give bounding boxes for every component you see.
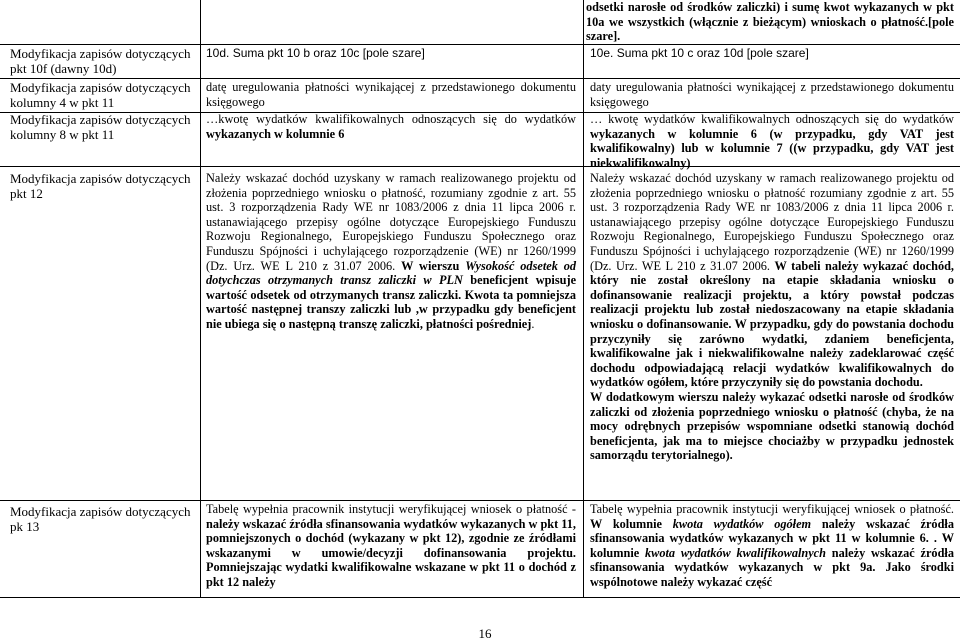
row4-left: Modyfikacja zapisów dotyczących pkt 12: [10, 171, 191, 201]
col-border-mid: [583, 0, 584, 597]
row-border-2: [0, 78, 960, 79]
row4-col3: Należy wskazać dochód uzyskany w ramach realizowanego projektu od złożenia poprzedniego wniosku o płatność rozumiany zgodnie z art. 55 ust. 3 rozporządzenia Rady WE nr 1083/2006 z dnia 11 lipca 2006 r. ustanawiającego przepisy ogólne dotyczące Europejskiego Funduszu Rozwoju Regionalnego, Europejskiego Funduszu Społecznego oraz Funduszu Spójności i uchylającego rozporządzenie (WE) nr 1260/1999 (Dz. Urz. WE L 210 z 31.07 2006. W tabeli należy wykazać dochód, który nie został określony na etapie składania wniosku o dofinansowanie realizacji projektu, a który powstał podczas realizacji projektu lub został niedoszacowany na etapie składania wniosku o dofinansowanie. W przypadku, gdy do powstania dochodu przyczyniły się zarówno wydatki, zdaniem beneficjenta, kwalifikowalne jak i niekwalifikowalne należy zadeklarować część dochodu odpowiadającą relacji wydatków kwalifikowalnych do wydatków ogółem, które przyczyniły się do powstania dochodu. W dodatkowym wierszu należy wykazać odsetki narosłe od środków zaliczki od złożenia poprzedniego wniosku o płatność (chyba, że na mocy odrębnych przepisów wspomniane odsetki stanowią dochód beneficjenta, jak ma to miejsce chociażby w przypadku jednostek samorządu terytorialnego).: [590, 171, 955, 463]
page-number: 16: [478, 626, 492, 641]
row3-col3: … kwotę wydatków kwalifikowalnych odnoszących się do wydatków wykazanych w kolumnie 6 (w przypadku, gdy VAT jest kwalifikowalny) lub w kolumnie 7 ((w przypadku, gdy VAT jest niekwalifikowalny): [590, 112, 954, 170]
row4-col2: Należy wskazać dochód uzyskany w ramach realizowanego projektu od złożenia poprzedniego wniosku o płatność, rozumiany zgodnie z art. 55 ust. 3 rozporządzenia Rady WE nr 1083/2006 z dnia 11 lipca 2006 r. ustanawiającego przepisy ogólne dotyczące Europejskiego Funduszu Rozwoju Regionalnego, Europejskiego Funduszu Społecznego oraz Funduszu Spójności i uchylającego rozporządzenie (WE) nr 1260/1999 (Dz. Urz. WE L 210 z 31.07 2006. W wierszu Wysokość odsetek od dotychczas otrzymanych transz zaliczki w PLN beneficjent wpisuje wartość odsetek od otrzymanych transz zaliczki. Kwota ta pomniejsza wartość następnej transzy zaliczki lub ,w przypadku gdy beneficjent nie ubiega się o następną transzę zaliczki, płatności pośredniej.: [206, 171, 577, 331]
carryover-text: odsetki narosłe od środków zaliczki) i sumę kwot wykazanych w pkt 10a we wszystkich (włącznie z bieżącym) wnioskach o płatność.[pole szare].: [586, 0, 954, 44]
row2-col3: daty uregulowania płatności wynikającej z przedstawionego dokumentu księgowego: [590, 80, 954, 109]
row3-left: Modyfikacja zapisów dotyczących kolumny 8 w pkt 11: [10, 112, 191, 142]
row-border-5: [0, 500, 960, 501]
table-top-border: [200, 44, 960, 45]
row2-col2: datę uregulowania płatności wynikającej z przedstawionego dokumentu księgowego: [206, 80, 576, 109]
top-right-carryover: [586, 0, 954, 44]
row1-left: Modyfikacja zapisów dotyczących pkt 10f (dawny 10d): [10, 46, 191, 76]
row3-col2: …kwotę wydatków kwalifikowalnych odnoszących się do wydatków wykazanych w kolumnie 6: [206, 112, 576, 141]
row-border-1: [0, 44, 200, 45]
row5-col2: Tabelę wypełnia pracownik instytucji weryfikującej wniosek o płatność - należy wskazać źródła sfinansowania wydatków wykazanych w pkt 11, pomniejszonych o dochód (wykazany w pkt 12), zgodnie ze źródłami wskazanymi w umowie/decyzji dofinansowania projektu. Pomniejszając wydatki kwalifikowalne wskazane w pkt 11 o dochód z pkt 12 należy: [206, 502, 576, 589]
row2-left: Modyfikacja zapisów dotyczących kolumny 4 w pkt 11: [10, 80, 191, 110]
row1-col3: 10e. Suma pkt 10 c oraz 10d [pole szare]: [590, 46, 809, 60]
table-bottom-border: [0, 597, 960, 598]
col-border-left: [200, 0, 201, 597]
row5-col3: Tabelę wypełnia pracownik instytucji weryfikującej wniosek o płatność. W kolumnie kwota wydatków ogółem należy wskazać źródła sfinansowania wydatków wykazanych w pkt 11 w kolumnie 6. . W kolumnie kwota wydatków kwalifikowalnych należy wskazać źródła sfinansowania wydatków wykazanych w pkt 9a. Jako środki wspólnotowe należy wykazać część: [590, 502, 954, 589]
row1-col2: 10d. Suma pkt 10 b oraz 10c [pole szare]: [206, 46, 425, 60]
row5-left: Modyfikacja zapisów dotyczących pk 13: [10, 504, 191, 534]
